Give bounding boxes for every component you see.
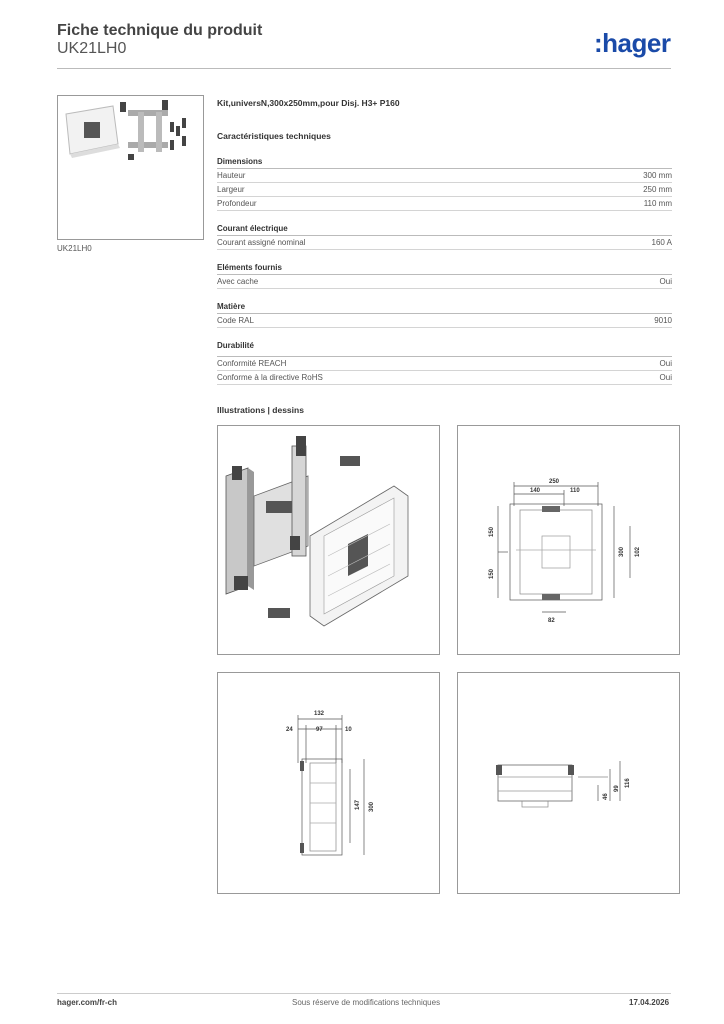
exploded-view-drawing bbox=[217, 425, 440, 655]
dim-label: 46 bbox=[603, 793, 609, 800]
brand-name: hager bbox=[602, 28, 671, 58]
dim-label: 150 bbox=[489, 526, 495, 537]
dim-label: 97 bbox=[316, 727, 323, 733]
footer-divider bbox=[57, 993, 671, 994]
group-heading-dimensions: Dimensions bbox=[217, 157, 263, 166]
dim-label: 132 bbox=[314, 711, 325, 717]
dim-label: 99 bbox=[614, 785, 620, 792]
group-heading-courant: Courant électrique bbox=[217, 224, 288, 233]
spec-value: Oui bbox=[659, 373, 672, 382]
spec-value: 160 A bbox=[651, 238, 672, 247]
dim-label: 82 bbox=[548, 618, 555, 624]
front-dimension-illustration bbox=[458, 426, 679, 654]
spec-value: 300 mm bbox=[643, 171, 672, 180]
spec-row bbox=[217, 197, 672, 211]
spec-row bbox=[217, 314, 672, 328]
characteristics-heading: Caractéristiques techniques bbox=[217, 131, 331, 141]
spec-label: Avec cache bbox=[217, 277, 259, 286]
spec-label: Courant assigné nominal bbox=[217, 238, 306, 247]
dim-label: 300 bbox=[369, 801, 375, 812]
thumbnail-caption: UK21LH0 bbox=[57, 244, 92, 253]
side-dimension-drawing bbox=[217, 672, 440, 894]
dim-label: 147 bbox=[355, 799, 361, 810]
dim-label: 140 bbox=[530, 488, 541, 494]
footer-website[interactable]: hager.com/fr-ch bbox=[57, 998, 118, 1007]
group-heading-durabilite: Durabilité bbox=[217, 341, 254, 350]
spec-value: 9010 bbox=[654, 316, 672, 325]
illustrations-heading: Illustrations | dessins bbox=[217, 405, 304, 415]
footer-note: Sous réserve de modifications techniques bbox=[292, 998, 441, 1007]
group-heading-elements: Eléments fournis bbox=[217, 263, 282, 272]
dim-label: 150 bbox=[489, 568, 495, 579]
depth-dimension-drawing bbox=[457, 672, 680, 894]
spec-row bbox=[217, 357, 672, 371]
page-title: Fiche technique du produit bbox=[57, 22, 263, 39]
side-dimension-illustration bbox=[218, 673, 439, 893]
spec-value: 250 mm bbox=[643, 185, 672, 194]
dim-label: 24 bbox=[286, 727, 293, 733]
header-divider bbox=[57, 68, 671, 69]
depth-dimension-illustration bbox=[458, 673, 679, 893]
product-description: Kit,universN,300x250mm,pour Disj. H3+ P160 bbox=[217, 98, 400, 108]
product-thumbnail bbox=[57, 95, 204, 240]
dim-label: 10 bbox=[345, 727, 352, 733]
spec-row bbox=[217, 183, 672, 197]
product-photo-icon bbox=[58, 96, 203, 239]
spec-row bbox=[217, 275, 672, 289]
dim-label: 300 bbox=[619, 546, 625, 557]
footer-date: 17.04.2026 bbox=[629, 998, 670, 1007]
dim-label: 110 bbox=[570, 488, 580, 494]
dim-label: 250 bbox=[549, 479, 560, 485]
spec-label: Largeur bbox=[217, 185, 245, 194]
spec-row bbox=[217, 236, 672, 250]
dim-label: 116 bbox=[625, 778, 631, 788]
spec-row bbox=[217, 169, 672, 183]
spec-label: Conforme à la directive RoHS bbox=[217, 373, 323, 382]
dim-label: 102 bbox=[635, 546, 641, 557]
spec-row bbox=[217, 371, 672, 385]
front-dimension-drawing bbox=[457, 425, 680, 655]
spec-label: Conformité REACH bbox=[217, 359, 287, 368]
group-heading-matiere: Matière bbox=[217, 302, 246, 311]
spec-label: Hauteur bbox=[217, 171, 246, 180]
spec-label: Profondeur bbox=[217, 199, 257, 208]
kit-exploded-illustration bbox=[218, 426, 439, 654]
spec-value: Oui bbox=[659, 277, 672, 286]
spec-value: Oui bbox=[659, 359, 672, 368]
product-code: UK21LH0 bbox=[57, 40, 127, 57]
spec-value: 110 mm bbox=[643, 199, 672, 208]
spec-label: Code RAL bbox=[217, 316, 254, 325]
brand-logo: :hager bbox=[594, 28, 671, 58]
